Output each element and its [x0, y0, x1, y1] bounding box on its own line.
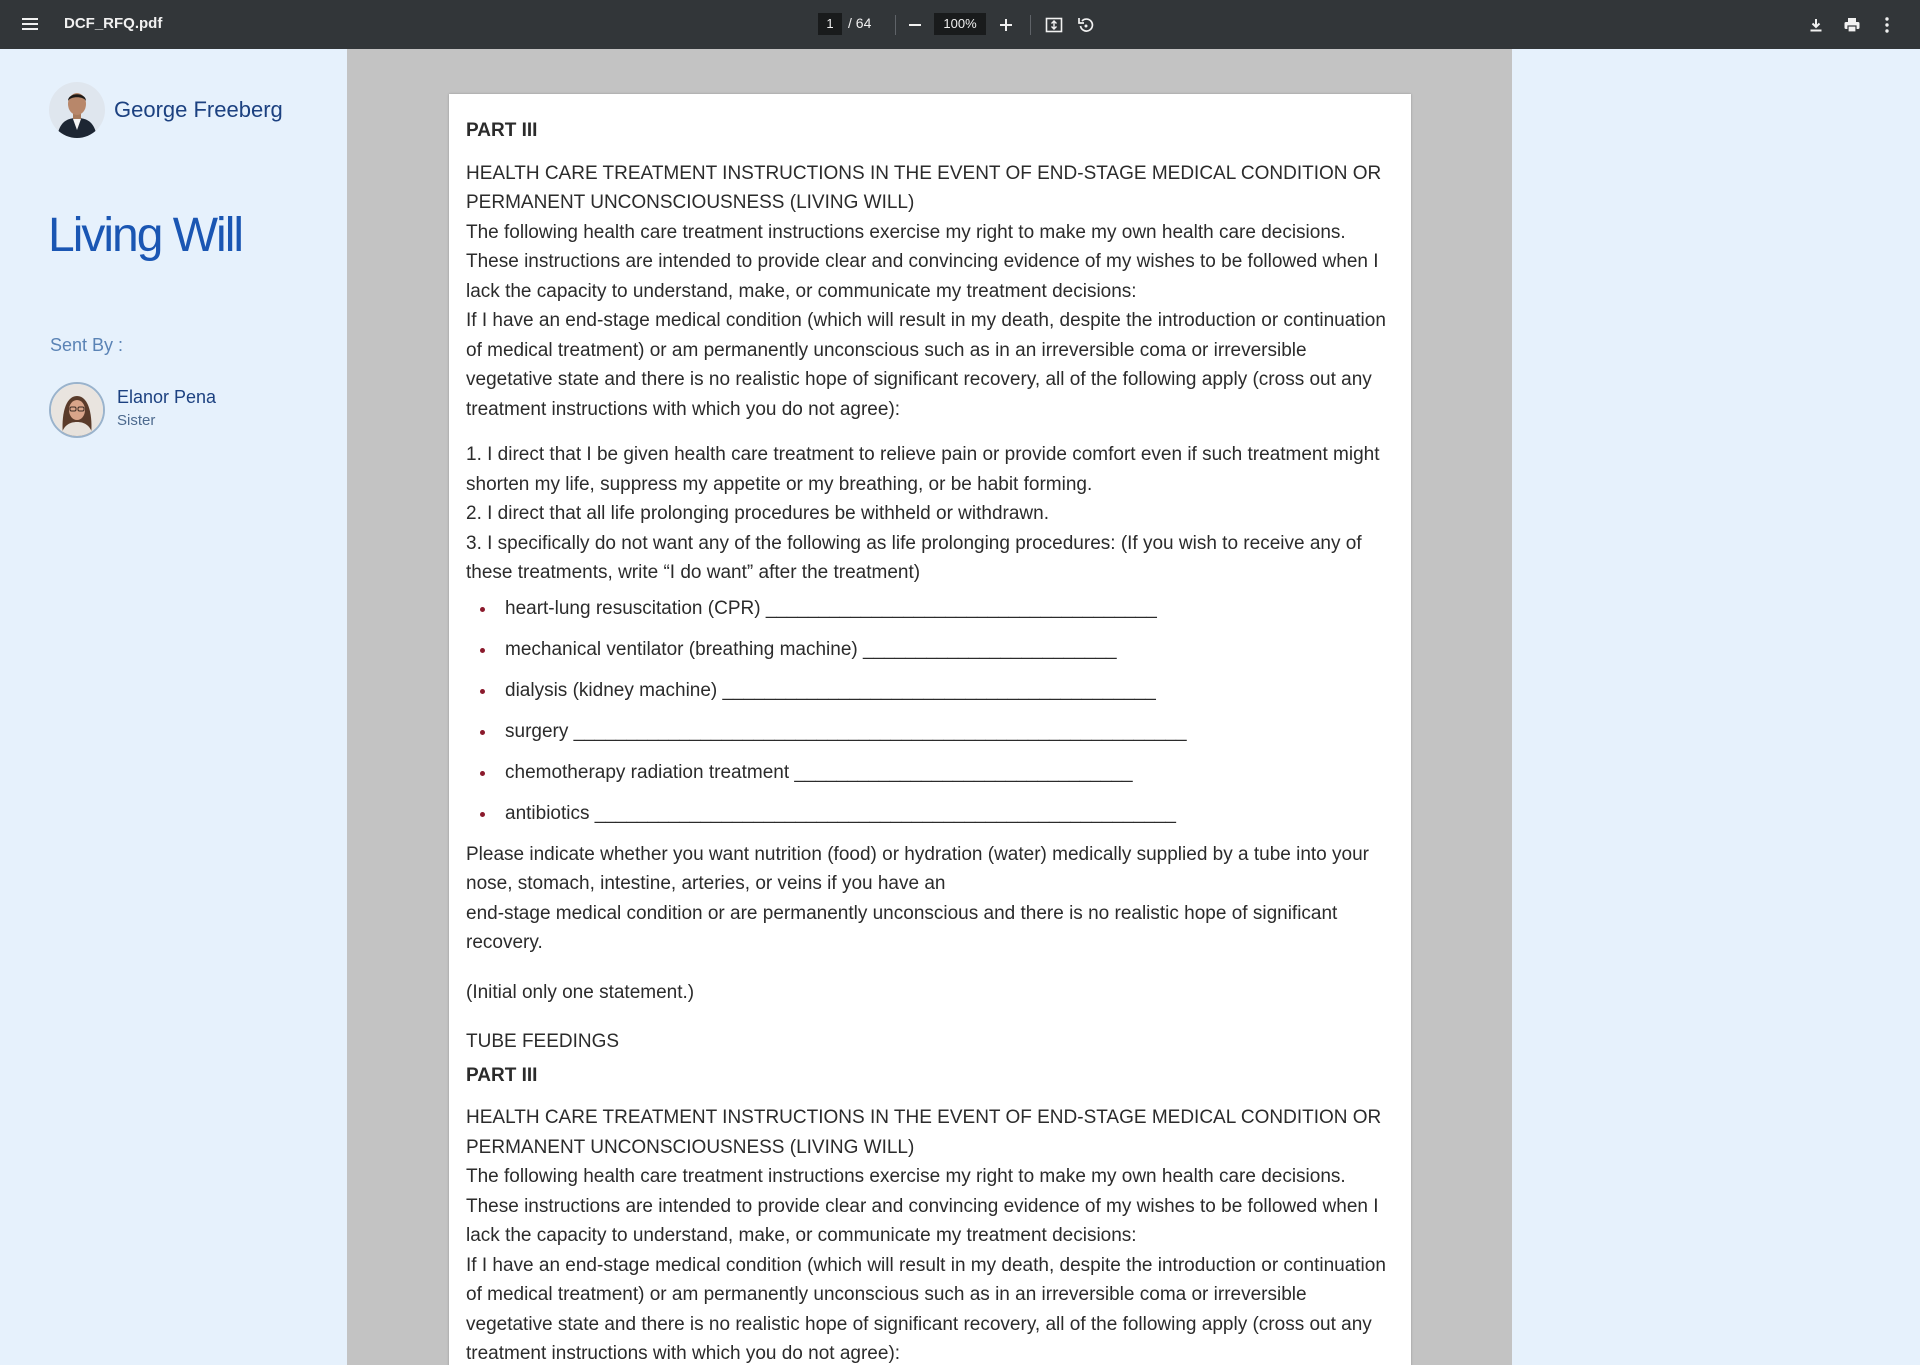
instruction-item: 2. I direct that all life prolonging procedures be withheld or withdrawn. [466, 503, 1049, 524]
file-name: DCF_RFQ.pdf [64, 15, 163, 32]
intro-paragraph: The following health care treatment instructions exercise my right to make my own health care decisions. These instructions are intended to provide clear and convincing evidence of my wishes to be followed when I lack the capacity to understand, make, or communicate my treatment decisions: [466, 221, 1379, 302]
owner-avatar [49, 82, 105, 138]
list-item [466, 758, 1396, 799]
page-total: / 64 [848, 15, 872, 31]
plus-icon [999, 18, 1013, 32]
page-content [466, 116, 1396, 1365]
document-title: Living Will [48, 209, 243, 262]
section-title: HEALTH CARE TREATMENT INSTRUCTIONS IN THE EVENT OF END-STAGE MEDICAL CONDITION OR PERMANENT UNCONSCIOUSNESS (LIVING WILL) [466, 1107, 1382, 1158]
fit-page-button[interactable] [1041, 12, 1067, 38]
bullet-icon [480, 648, 485, 653]
treatment-list [466, 594, 1396, 840]
tube-feedings-heading: TUBE FEEDINGS [466, 1031, 620, 1052]
treatment-line: antibiotics _______________________________________________________ [505, 802, 1176, 824]
toolbar-divider [1030, 15, 1031, 35]
instruction-item: 3. I specifically do not want any of the following as life prolonging procedures: (If you wish to receive any of these treatments, write “I do want” after the treatment) [466, 532, 1362, 583]
initial-note: (Initial only one statement.) [466, 981, 695, 1003]
more-options-button[interactable] [1874, 12, 1900, 38]
bullet-icon [480, 689, 485, 694]
download-icon [1808, 17, 1824, 33]
treatment-line: chemotherapy radiation treatment ________________________________ [505, 761, 1133, 783]
right-panel [1512, 49, 1920, 1365]
nutrition-paragraph: Please indicate whether you want nutrition (food) or hydration (water) medically supplied by a tube into your nose, stomach, intestine, arteries, or veins if you have an [466, 843, 1369, 894]
sent-by-label: Sent By : [50, 335, 124, 355]
treatment-line: heart-lung resuscitation (CPR) _____________________________________ [505, 597, 1157, 619]
treatment-line: dialysis (kidney machine) _________________________________________ [505, 679, 1156, 701]
print-button[interactable] [1839, 12, 1865, 38]
bullet-icon [480, 812, 485, 817]
list-item [466, 635, 1396, 676]
part-heading: PART III [466, 120, 538, 141]
bullet-icon [480, 730, 485, 735]
more-vertical-icon [1884, 16, 1890, 34]
toolbar-divider [895, 15, 896, 35]
zoom-out-button[interactable] [902, 12, 928, 38]
owner-name: George Freeberg [114, 97, 283, 122]
nutrition-paragraph-cont: end-stage medical condition or are permanently unconscious and there is no realistic hope of significant recovery. [466, 902, 1338, 953]
zoom-in-button[interactable] [993, 12, 1019, 38]
rotate-icon [1077, 16, 1095, 34]
sender-relation: Sister [117, 412, 156, 429]
bullet-icon [480, 607, 485, 612]
menu-icon[interactable] [20, 15, 42, 33]
list-item [466, 594, 1396, 635]
rotate-button[interactable] [1073, 12, 1099, 38]
condition-paragraph: If I have an end-stage medical condition (which will result in my death, despite the introduction or continuation of medical treatment) or am permanently unconscious such as in an irreversible coma or irreversible vegetative state and there is no realistic hope of significant recovery, all of the following apply (cross out any treatment instructions with which you do not agree): [466, 310, 1386, 420]
section-title: HEALTH CARE TREATMENT INSTRUCTIONS IN THE EVENT OF END-STAGE MEDICAL CONDITION OR PERMANENT UNCONSCIOUSNESS (LIVING WILL) [466, 162, 1382, 213]
zoom-input[interactable]: 100% [934, 13, 986, 35]
page-number-input[interactable]: 1 [818, 13, 842, 35]
list-item [466, 676, 1396, 717]
minus-icon [908, 18, 922, 32]
sender-name: Elanor Pena [117, 387, 217, 407]
list-item [466, 717, 1396, 758]
condition-paragraph: If I have an end-stage medical condition (which will result in my death, despite the introduction or continuation of medical treatment) or am permanently unconscious such as in an irreversible coma or irreversible vegetative state and there is no realistic hope of significant recovery, all of the following apply (cross out any treatment instructions with which you do not agree): [466, 1254, 1386, 1364]
instruction-item: 1. I direct that I be given health care treatment to relieve pain or provide comfort even if such treatment might shorten my life, suppress my appetite or my breathing, or be habit forming. [466, 444, 1380, 495]
part-heading: PART III [466, 1064, 538, 1086]
fit-page-icon [1045, 16, 1063, 34]
treatment-line: surgery __________________________________________________________ [505, 720, 1187, 742]
sender-avatar [49, 382, 105, 438]
download-button[interactable] [1803, 12, 1829, 38]
treatment-line: mechanical ventilator (breathing machine) ________________________ [505, 638, 1117, 660]
pdf-viewer[interactable] [347, 49, 1512, 1365]
intro-paragraph: The following health care treatment instructions exercise my right to make my own health care decisions. These instructions are intended to provide clear and convincing evidence of my wishes to be followed when I lack the capacity to understand, make, or communicate my treatment decisions: [466, 1166, 1379, 1246]
pdf-toolbar [0, 0, 1920, 49]
list-item [466, 799, 1396, 840]
print-icon [1843, 16, 1861, 34]
bullet-icon [480, 771, 485, 776]
pdf-page [449, 94, 1411, 1365]
